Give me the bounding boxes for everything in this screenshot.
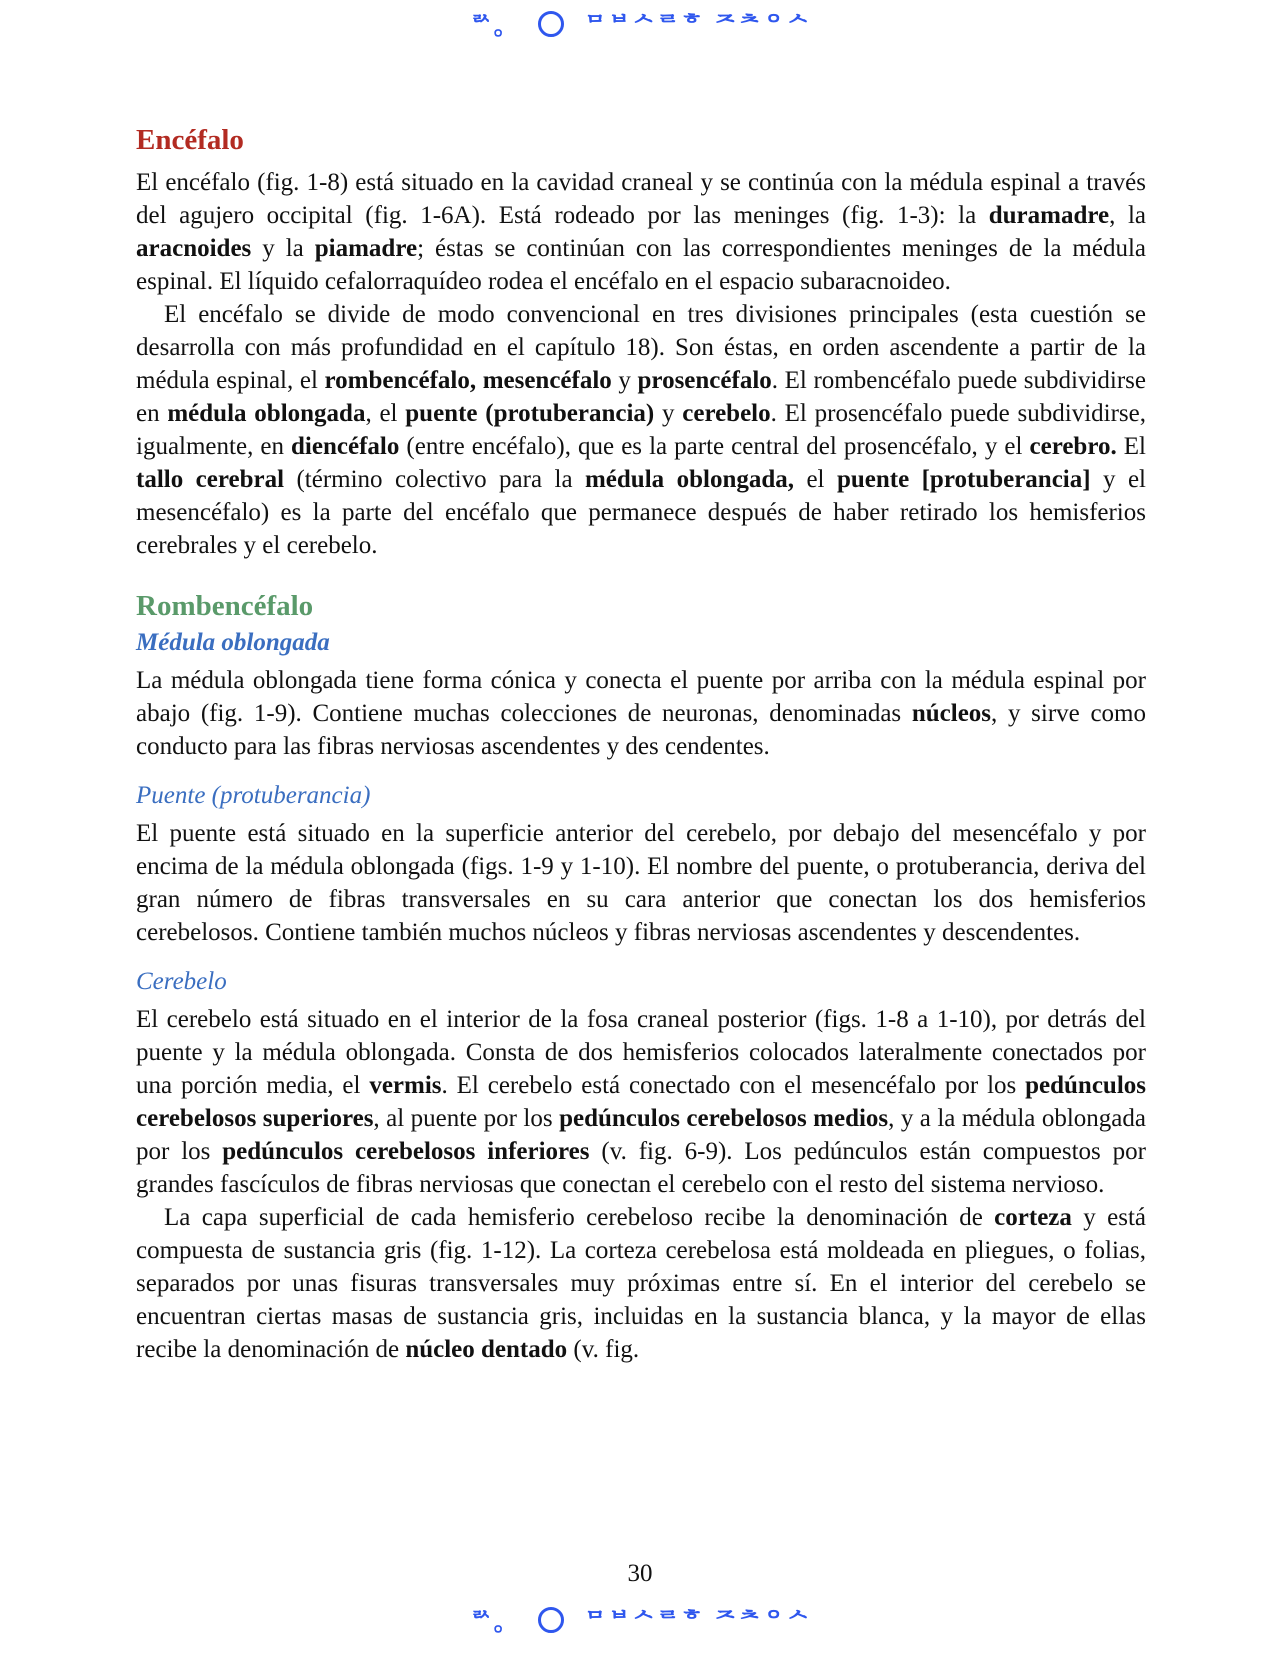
bold-term: pedúnculos cerebelosos medios: [559, 1105, 889, 1132]
bold-term: vermis: [369, 1072, 442, 1099]
bold-term: médula oblongada: [167, 400, 366, 427]
watermark-left-text: ᄅᄉ。: [469, 12, 519, 40]
watermark-circle-icon: [538, 11, 564, 37]
text-run: , al puente por los: [373, 1105, 560, 1132]
text-run: El: [1116, 433, 1147, 460]
text-run: La médula oblongada tiene forma cónica y conecta el puente por arriba con la médula espinal por abajo (fig. 1-9). Contiene muchas colecciones de neuronas, denominadas: [136, 667, 1146, 727]
text-run: y: [654, 400, 683, 427]
text-run: . El cerebelo está conectado con el mesencéfalo por los: [441, 1072, 1026, 1099]
bold-term: pedúnculos cerebelosos inferiores: [222, 1138, 590, 1165]
bold-term: cerebro.: [1029, 433, 1117, 460]
watermark-right-text: ᄆᄇᄉᄅᄒ ᄌᄎᄋᄉ: [583, 12, 811, 40]
heading-encefalo: Encéfalo: [136, 124, 244, 156]
paragraph-cerebelo-1: [136, 1003, 1146, 1201]
text-run: El encéfalo se divide de modo convencional en tres divisiones principales (esta cuestión se desarrolla con más profundidad en el capítulo 18). Son éstas, en orden ascendente a partir de la médula espinal, el: [136, 301, 1146, 394]
text-run: La capa superficial de cada hemisferio cerebeloso recibe la denominación de: [164, 1204, 995, 1231]
text-run: (entre encéfalo), que es la parte central del prosencéfalo, y el: [399, 433, 1030, 460]
subheading-puente: Puente (protuberancia): [136, 782, 371, 809]
heading-rombencefalo: Rombencéfalo: [136, 590, 314, 622]
text-run: El puente está situado en la superficie anterior del cerebelo, por debajo del mesencéfalo y por encima de la médula oblongada (figs. 1-9 y 1-10). El nombre del puente, o protuberancia, deriva del gran número de fibras transversales en su cara anterior que conectan los dos hemisferios cerebelosos. Contiene también muchos núcleos y fibras nerviosas ascendentes y descendentes.: [136, 820, 1146, 946]
paragraph-encefalo-2: [136, 298, 1146, 562]
bold-term: tallo cerebral: [136, 466, 285, 493]
bold-term: prosencéfalo: [637, 367, 772, 394]
bold-term: puente (protuberancia): [405, 400, 655, 427]
text-run: , y sirve como conducto para las fibras nerviosas ascendentes y des cendentes.: [136, 700, 1146, 760]
subheading-medula-oblongada: Médula oblongada: [136, 629, 330, 656]
text-run: El cerebelo está situado en el interior de la fosa craneal posterior (figs. 1-8 a 1-10), por detrás del puente y la médula oblongada. Consta de dos hemisferios colocados lateralmente conectados por una porción media, el: [136, 1006, 1146, 1099]
watermark-left-text: ᄅᄉ。: [469, 1608, 519, 1636]
paragraph-puente: [136, 817, 1146, 949]
paragraph-cerebelo-2: [136, 1201, 1146, 1366]
watermark-circle-icon: [538, 1607, 564, 1633]
text-run: (v. fig. 6-9). Los pedúnculos están compuestos por grandes fascículos de fibras nerviosas que conectan el cerebelo con el resto del sistema nervioso.: [136, 1138, 1146, 1198]
bold-term: pedúnculos cerebelosos superiores: [136, 1072, 1147, 1132]
bold-term: médula oblongada,: [584, 466, 795, 493]
watermark-right-text: ᄆᄇᄉᄅᄒ ᄌᄎᄋᄉ: [583, 1608, 811, 1636]
text-run: , la: [1109, 202, 1146, 229]
text-run: y: [611, 367, 638, 394]
text-run: El encéfalo (fig. 1-8) está situado en la cavidad craneal y se continúa con la médula espinal a través del agujero occipital (fig. 1-6A). Está rodeado por las meninges (fig. 1-3): la: [136, 169, 1146, 229]
bold-term: puente [protuberancia]: [836, 466, 1091, 493]
text-run: el: [794, 466, 837, 493]
text-run: . El rombencéfalo puede subdividirse en: [136, 367, 1146, 427]
bold-term: núcleo dentado: [405, 1336, 568, 1363]
bold-term: diencéfalo: [291, 433, 400, 460]
text-run: y la: [251, 235, 315, 262]
text-run: (término colectivo para la: [284, 466, 585, 493]
bold-term: piamadre: [314, 235, 418, 262]
page-number: 30: [627, 1560, 653, 1587]
text-run: ; éstas se continúan con las correspondientes meninges de la médula espinal. El líquido cefalorraquídeo rodea el encéfalo en el espacio subaracnoideo.: [136, 235, 1146, 295]
bold-term: cerebelo: [682, 400, 771, 427]
text-run: . El prosencéfalo puede subdividirse, igualmente, en: [136, 400, 1146, 460]
bold-term: duramadre: [988, 202, 1110, 229]
bold-term: núcleos: [911, 700, 992, 727]
bold-term: corteza: [994, 1204, 1072, 1231]
paragraph-medula-oblongada: [136, 664, 1146, 763]
bold-term: rombencéfalo, mesencéfalo: [324, 367, 612, 394]
subheading-cerebelo: Cerebelo: [136, 968, 227, 995]
text-run: y el mesencéfalo) es la parte del encéfalo que permanece después de haber retirado los hemisferios cerebrales y el cerebelo.: [136, 466, 1146, 559]
paragraph-encefalo-1: [136, 166, 1146, 298]
watermark-footer: [0, 1602, 1280, 1637]
page-content: [136, 120, 1146, 1366]
text-run: (v. fig.: [567, 1336, 640, 1363]
text-run: , el: [365, 400, 406, 427]
text-run: , y a la médula oblongada por los: [136, 1105, 1146, 1165]
bold-term: aracnoides: [136, 235, 252, 262]
watermark-header: [0, 6, 1280, 41]
text-run: y está compuesta de sustancia gris (fig. 1-12). La corteza cerebelosa está moldeada en pliegues, o folias, separados por unas fisuras transversales muy próximas entre sí. En el interior del cerebelo se encuentran ciertas masas de sustancia gris, incluidas en la sustancia blanca, y la mayor de ellas recibe la denominación de: [136, 1204, 1146, 1363]
